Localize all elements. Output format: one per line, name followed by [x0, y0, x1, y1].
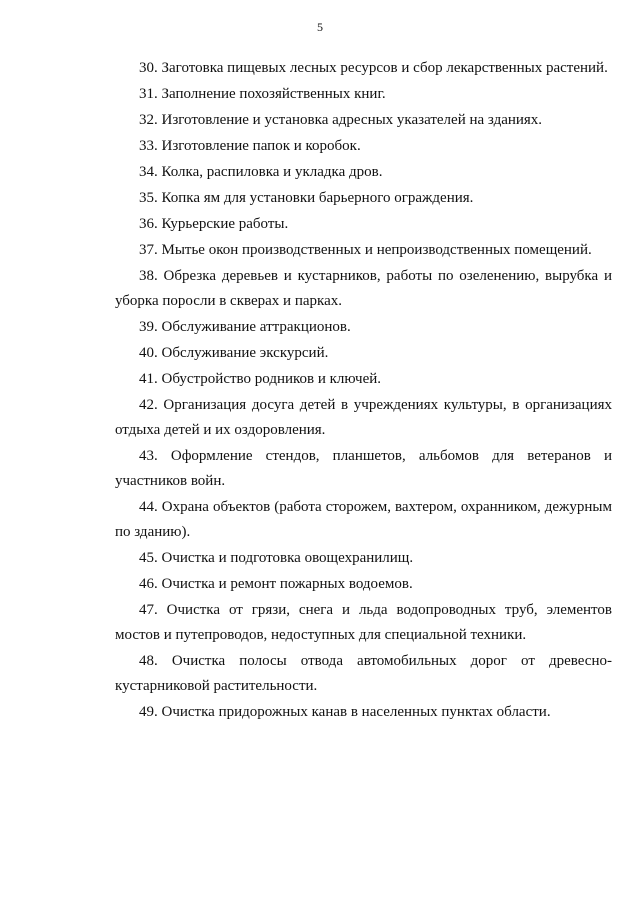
- list-item-38: 38. Обрезка деревьев и кустарников, работы по озеленению, вырубка и уборка поросли в скверах и парках.: [115, 268, 612, 309]
- work-list: [115, 56, 612, 726]
- list-item-37: 37. Мытье окон производственных и непроизводственных помещений.: [139, 242, 592, 258]
- list-item-31: 31. Заполнение похозяйственных книг.: [139, 86, 386, 102]
- list-item-36: 36. Курьерские работы.: [139, 216, 289, 232]
- list-item-45: 45. Очистка и подготовка овощехранилищ.: [139, 550, 414, 566]
- page-number: 5: [317, 20, 323, 34]
- list-item-30: 30. Заготовка пищевых лесных ресурсов и сбор лекарственных растений.: [139, 60, 608, 76]
- list-item-32: 32. Изготовление и установка адресных указателей на зданиях.: [139, 112, 543, 128]
- list-item-39: 39. Обслуживание аттракционов.: [139, 319, 351, 335]
- list-item-48: 48. Очистка полосы отвода автомобильных дорог от древесно-кустарниковой растительности.: [115, 653, 612, 694]
- list-item-47: 47. Очистка от грязи, снега и льда водопроводных труб, элементов мостов и путепроводов, недоступных для специальной техники.: [115, 602, 612, 643]
- list-item-49: 49. Очистка придорожных канав в населенных пунктах области.: [139, 704, 551, 720]
- list-item-35: 35. Копка ям для установки барьерного ограждения.: [139, 190, 474, 206]
- list-item-42: 42. Организация досуга детей в учреждениях культуры, в организациях отдыха детей и их оздоровления.: [115, 397, 612, 438]
- list-item-33: 33. Изготовление папок и коробок.: [139, 138, 361, 154]
- list-item-44: 44. Охрана объектов (работа сторожем, вахтером, охранником, дежурным по зданию).: [115, 499, 612, 540]
- list-item-34: 34. Колка, распиловка и укладка дров.: [139, 164, 383, 180]
- list-item-41: 41. Обустройство родников и ключей.: [139, 371, 382, 387]
- list-item-46: 46. Очистка и ремонт пожарных водоемов.: [139, 576, 413, 592]
- list-item-43: 43. Оформление стендов, планшетов, альбомов для ветеранов и участников войн.: [115, 448, 612, 489]
- list-item-40: 40. Обслуживание экскурсий.: [139, 345, 329, 361]
